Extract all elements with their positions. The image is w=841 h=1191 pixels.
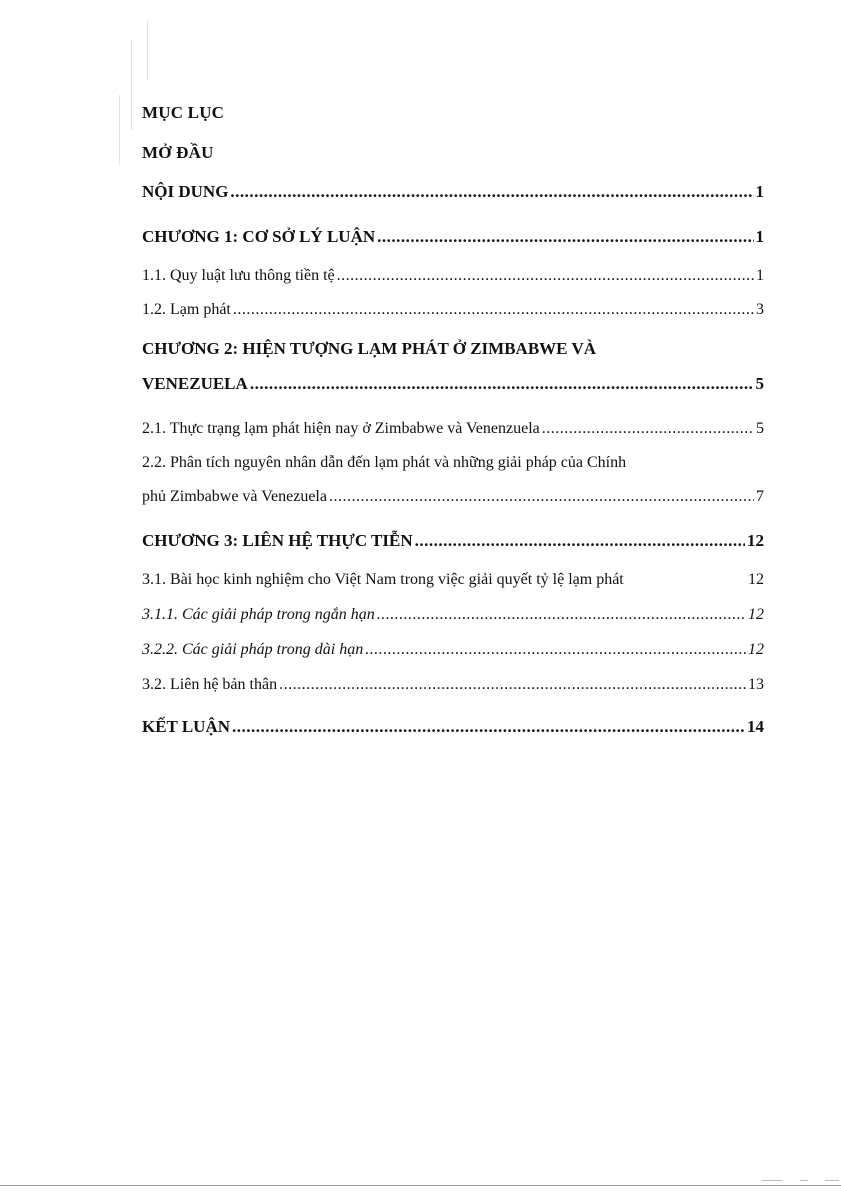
toc-entry-label-line1: 2.2. Phân tích nguyên nhân dẫn đến lạm phát và những giải pháp của Chính xyxy=(142,454,627,471)
scan-artifact xyxy=(147,20,148,80)
toc-entry-label: KẾT LUẬN xyxy=(142,717,231,736)
toc-page-number: 14 xyxy=(747,717,764,736)
toc-entry-label: 3.1.1. Các giải pháp trong ngắn hạn xyxy=(142,606,375,623)
toc-entry-label: 1.1. Quy luật lưu thông tiền tệ xyxy=(142,267,335,284)
dot-leader xyxy=(542,420,754,438)
scan-artifact xyxy=(762,1180,782,1181)
toc-entry-label-line1: CHƯƠNG 2: HIỆN TƯỢNG LẠM PHÁT Ở ZIMBABWE VÀ xyxy=(142,339,596,358)
scan-artifact xyxy=(131,40,132,130)
toc-page-number: 1 xyxy=(755,227,764,246)
dot-leader xyxy=(365,641,746,659)
toc-page-number: 1 xyxy=(756,267,764,284)
toc-entry-ket-luan[interactable] xyxy=(142,717,764,737)
toc-page-number: 12 xyxy=(747,531,764,550)
toc-page-number: 12 xyxy=(748,606,764,623)
toc-entry-chapter-1[interactable] xyxy=(142,227,764,247)
toc-title: MỤC LỤC xyxy=(142,103,225,122)
toc-entry-label: CHƯƠNG 1: CƠ SỞ LÝ LUẬN xyxy=(142,227,376,246)
toc-page-number: 1 xyxy=(755,182,764,201)
toc-entry-label: 3.1. Bài học kinh nghiệm cho Việt Nam trong việc giải quyết tỷ lệ lạm phát xyxy=(142,571,624,588)
dot-leader xyxy=(377,606,746,624)
toc-entry-label: 2.1. Thực trạng lạm phát hiện nay ở Zimbabwe và Venenzuela xyxy=(142,420,540,437)
toc-entry-label: 3.2.2. Các giải pháp trong dài hạn xyxy=(142,641,364,658)
page-bottom-border xyxy=(0,1185,841,1186)
toc-entry-label: NỘI DUNG xyxy=(142,182,229,201)
scan-artifact xyxy=(800,1180,808,1181)
toc-entry-label: VENEZUELA xyxy=(142,374,248,393)
toc-page-number: 5 xyxy=(756,420,764,437)
toc-entry-label: CHƯƠNG 3: LIÊN HỆ THỰC TIỄN xyxy=(142,531,413,550)
toc-page-number: 12 xyxy=(748,571,764,588)
toc-entry-label: phủ Zimbabwe và Venezuela xyxy=(142,488,327,505)
toc-entry-2-1[interactable] xyxy=(142,420,764,438)
dot-leader xyxy=(415,531,745,551)
dot-leader xyxy=(250,374,754,394)
dot-leader xyxy=(377,227,753,247)
toc-entry-chapter-2[interactable] xyxy=(142,339,764,399)
toc-entry-label: 3.2. Liên hệ bản thân xyxy=(142,676,278,693)
toc-page-number: 5 xyxy=(755,374,764,393)
toc-entry-label: 1.2. Lạm phát xyxy=(142,301,231,318)
toc-entry-1-1[interactable] xyxy=(142,267,764,285)
toc-entry-3-1[interactable] xyxy=(142,571,764,589)
dot-leader xyxy=(232,717,745,737)
toc-page-number: 3 xyxy=(756,301,764,318)
toc-entry-2-2[interactable] xyxy=(142,454,764,514)
toc-page-number: 7 xyxy=(756,488,764,505)
toc-entry-1-2[interactable] xyxy=(142,301,764,319)
dot-leader xyxy=(329,488,754,506)
dot-leader xyxy=(279,676,746,694)
toc-entry-3-2[interactable] xyxy=(142,676,764,694)
dot-leader xyxy=(337,267,754,285)
toc-page-number: 12 xyxy=(748,641,764,658)
dot-leader xyxy=(230,182,753,202)
dot-leader xyxy=(233,301,754,319)
toc-entry-3-2-2[interactable] xyxy=(142,641,764,659)
toc-entry-chapter-3[interactable] xyxy=(142,531,764,551)
toc-entry-3-1-1[interactable] xyxy=(142,606,764,624)
toc-page-number: 13 xyxy=(748,676,764,693)
intro-heading: MỞ ĐẦU xyxy=(142,143,214,162)
scan-artifact xyxy=(825,1180,839,1181)
scan-artifact xyxy=(119,95,120,165)
toc-entry-noi-dung[interactable] xyxy=(142,182,764,202)
